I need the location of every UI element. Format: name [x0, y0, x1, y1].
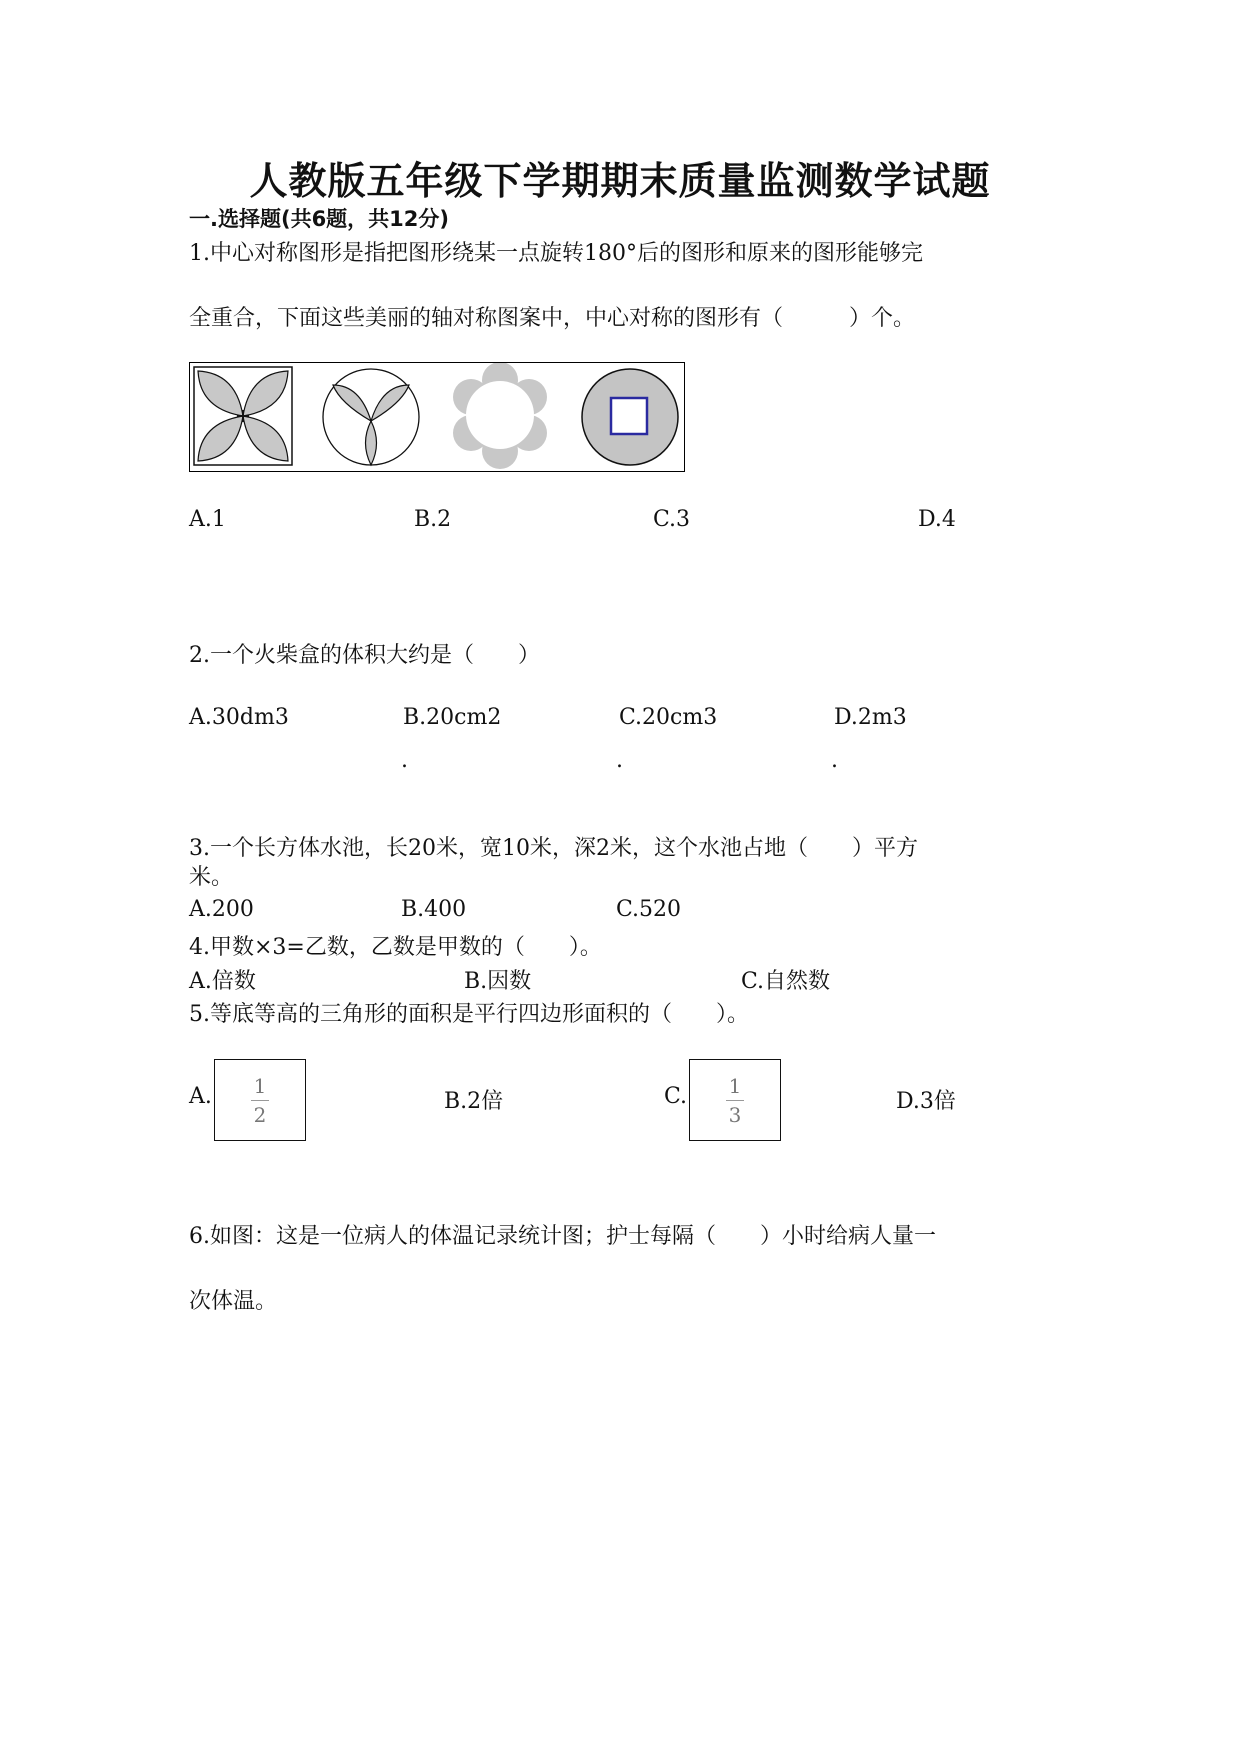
q1-option-a[interactable]: A.1	[189, 507, 226, 532]
q4-option-c[interactable]: C.自然数	[741, 969, 831, 994]
q5-option-c-label[interactable]: C.	[664, 1084, 688, 1109]
q2-text: 2.一个火柴盒的体积大约是（ ）	[189, 643, 540, 668]
q1-option-c[interactable]: C.3	[653, 507, 691, 532]
three-petal-circle-figure	[323, 369, 419, 465]
page-title: 人教版五年级下学期期末质量监测数学试题	[249, 159, 991, 203]
q3-option-c[interactable]: C.520	[616, 897, 682, 922]
q1-figure-row	[189, 362, 685, 472]
stray-dot: .	[401, 748, 408, 773]
stray-dot: .	[831, 748, 838, 773]
q6-line2: 次体温。	[189, 1289, 278, 1314]
fraction-numerator: 1	[728, 1074, 742, 1098]
stray-dot: .	[616, 748, 623, 773]
q6-line1: 6.如图：这是一位病人的体温记录统计图；护士每隔（ ）小时给病人量一	[189, 1224, 936, 1249]
q1-line2: 全重合，下面这些美丽的轴对称图案中，中心对称的图形有（ ）个。	[189, 306, 916, 331]
q4-text: 4.甲数×3=乙数，乙数是甲数的（ ）。	[189, 935, 602, 960]
q5-option-b[interactable]: B.2倍	[444, 1089, 504, 1114]
q3-line2: 米。	[189, 865, 234, 890]
section-heading: 一.选择题(共6题，共12分)	[189, 207, 450, 231]
q2-option-c[interactable]: C.20cm3	[619, 705, 718, 730]
q5-option-a-label[interactable]: A.	[189, 1084, 212, 1109]
q3-option-a[interactable]: A.200	[189, 897, 254, 922]
fraction-numerator: 1	[253, 1074, 267, 1098]
q1-option-b[interactable]: B.2	[414, 507, 452, 532]
q2-option-a[interactable]: A.30dm3	[189, 705, 289, 730]
q5-option-d[interactable]: D.3倍	[896, 1089, 956, 1114]
q2-option-d[interactable]: D.2m3	[834, 705, 907, 730]
q3-line1: 3.一个长方体水池，长20米，宽10米，深2米，这个水池占地（ ）平方	[189, 836, 918, 861]
q1-option-d[interactable]: D.4	[918, 507, 956, 532]
q2-option-b[interactable]: B.20cm2	[403, 705, 502, 730]
q5-option-c-fraction[interactable]	[689, 1059, 781, 1141]
q5-text: 5.等底等高的三角形的面积是平行四边形面积的（ ）。	[189, 1002, 749, 1027]
flower-ring-figure	[453, 363, 547, 469]
fraction-denominator: 2	[253, 1103, 267, 1127]
q5-option-a-fraction[interactable]	[214, 1059, 306, 1141]
fraction-bar	[251, 1100, 269, 1101]
circle-with-square-figure	[582, 369, 678, 465]
four-petal-square-figure	[194, 367, 292, 465]
fraction-bar	[726, 1100, 744, 1101]
fraction-denominator: 3	[728, 1103, 742, 1127]
q1-line1: 1.中心对称图形是指把图形绕某一点旋转180°后的图形和原来的图形能够完	[189, 241, 923, 266]
q4-option-a[interactable]: A.倍数	[189, 969, 256, 994]
q3-option-b[interactable]: B.400	[401, 897, 467, 922]
q4-option-b[interactable]: B.因数	[464, 969, 532, 994]
